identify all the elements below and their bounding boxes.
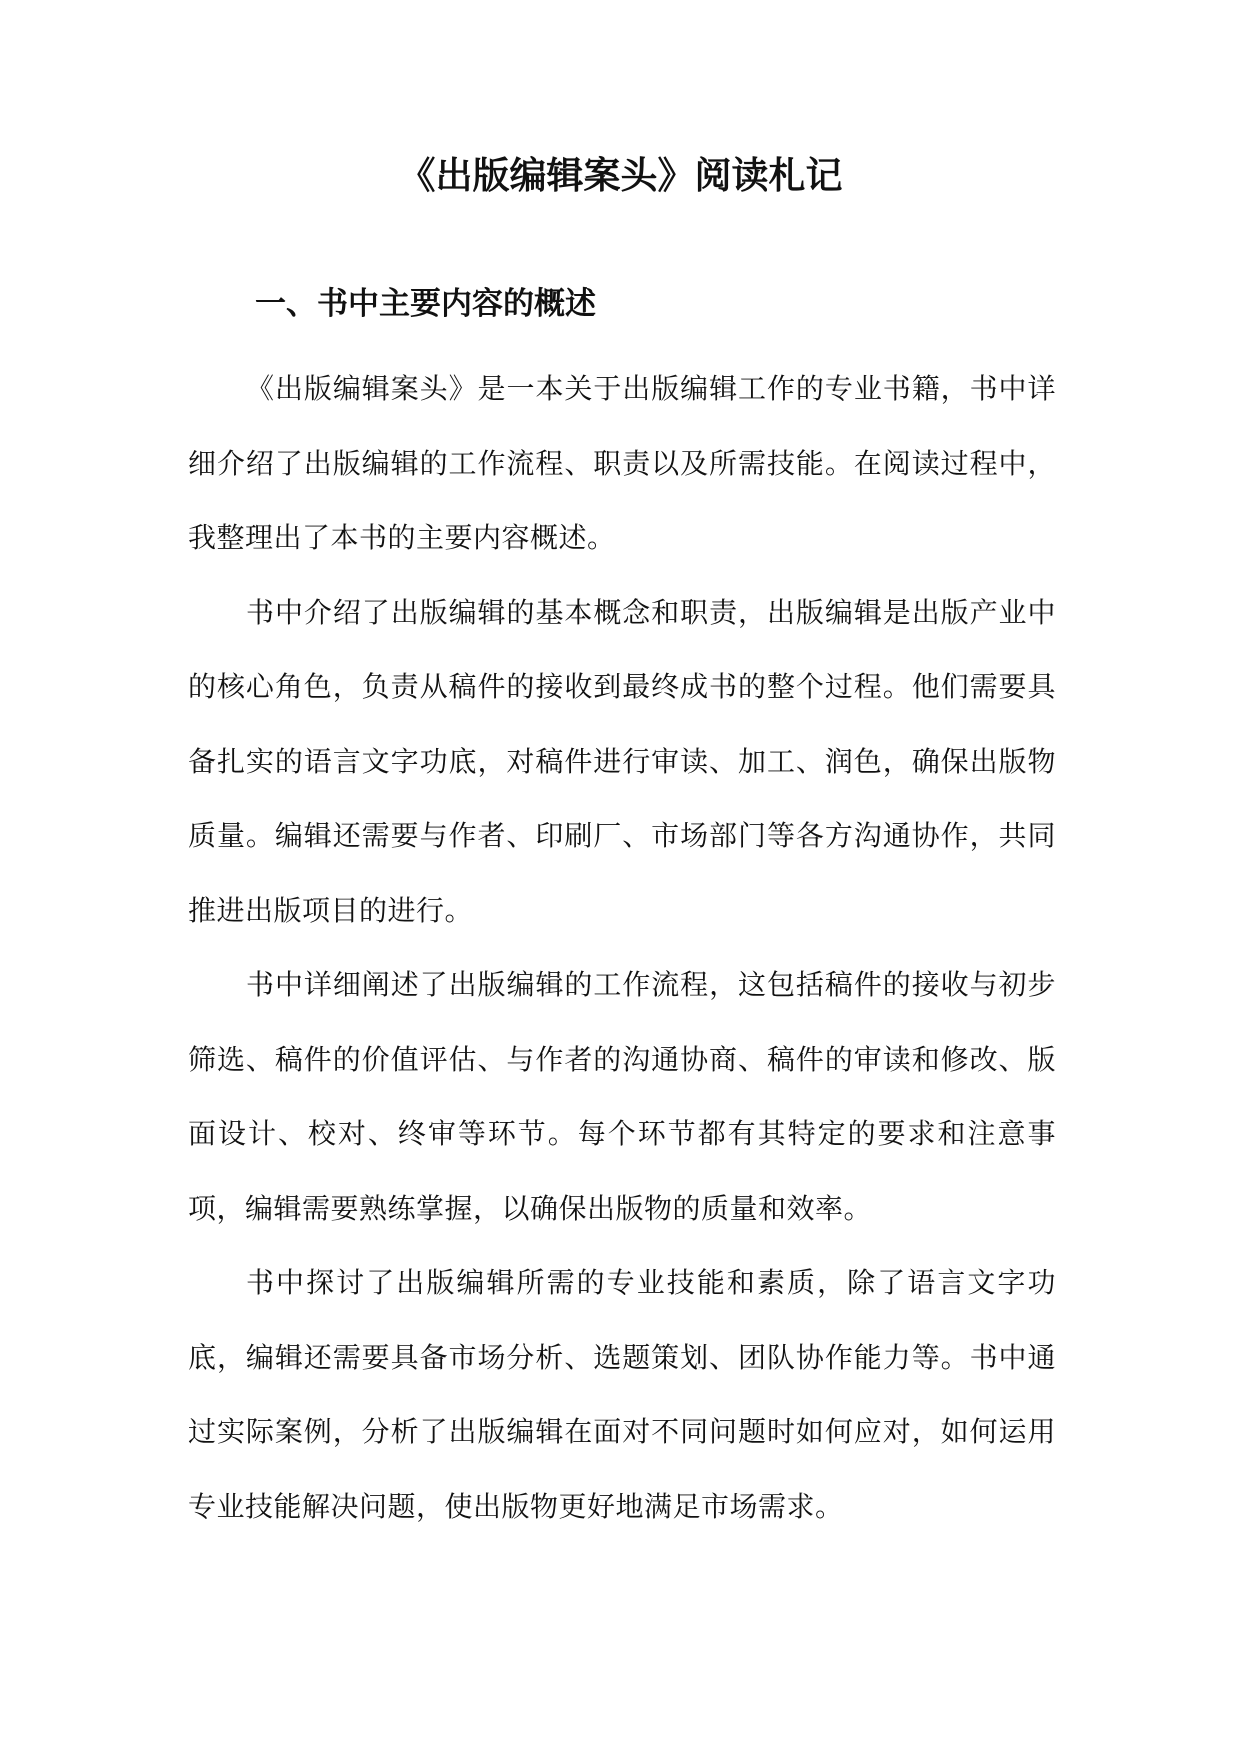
section-heading: 一、书中主要内容的概述 [255,286,596,322]
paragraph: 书中详细阐述了出版编辑的工作流程，这包括稿件的接收与初步筛选、稿件的价值评估、与作者的沟通协商、稿件的审读和修改、版面设计、校对、终审等环节。每个环节都有其特定的要求和注意事项，编辑需要熟练掌握，以确保出版物的质量和效率。 [188,968,1056,1225]
paragraph: 《出版编辑案头》是一本关于出版编辑工作的专业书籍，书中详细介绍了出版编辑的工作流程、职责以及所需技能。在阅读过程中，我整理出了本书的主要内容概述。 [188,372,1056,554]
paragraph: 书中介绍了出版编辑的基本概念和职责，出版编辑是出版产业中的核心角色，负责从稿件的接收到最终成书的整个过程。他们需要具备扎实的语言文字功底，对稿件进行审读、加工、润色，确保出版物质量。编辑还需要与作者、印刷厂、市场部门等各方沟通协作，共同推进出版项目的进行。 [188,595,1056,927]
paragraph: 书中探讨了出版编辑所需的专业技能和素质，除了语言文字功底，编辑还需要具备市场分析、选题策划、团队协作能力等。书中通过实际案例，分析了出版编辑在面对不同问题时如何应对，如何运用专业技能解决问题，使出版物更好地满足市场需求。 [188,1266,1056,1523]
body-text [188,352,1056,1544]
document-title: 《出版编辑案头》阅读札记 [398,154,843,197]
